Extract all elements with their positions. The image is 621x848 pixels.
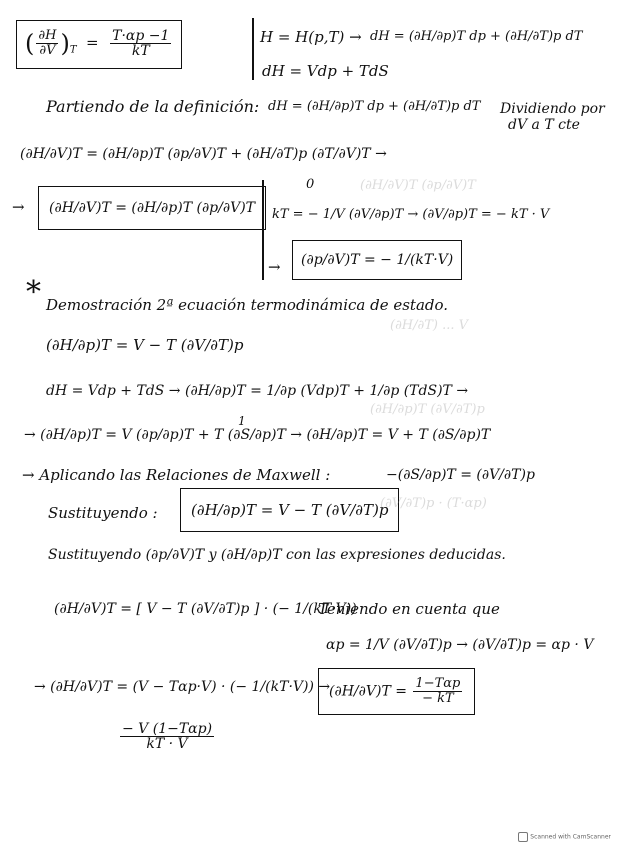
bleed-through: (∂H/∂T) ... V bbox=[390, 318, 469, 333]
boxed-final-lhs: (∂H/∂V)T = bbox=[329, 683, 407, 700]
boxed-final-num: 1−Tαp bbox=[415, 676, 461, 691]
boxed-chain-eq: (∂H/∂V)T = (∂H/∂p)T (∂p/∂V)T bbox=[38, 186, 266, 230]
teniendo-text: Teniendo en cuenta que bbox=[318, 600, 500, 618]
alpha-def: αp = 1/V (∂V/∂T)p → (∂V/∂T)p = αp · V bbox=[326, 637, 594, 653]
divider-mid bbox=[262, 180, 264, 280]
sustituyendo-1: Sustituyendo : bbox=[48, 504, 158, 522]
h-definition: H = H(p,T) → bbox=[260, 28, 362, 46]
dividiendo-text: Dividiendo por bbox=[500, 101, 605, 117]
boxed-second-eq: (∂H/∂p)T = V − T (∂V/∂T)p bbox=[180, 488, 399, 532]
dh-expansion: dH = Vdp + TdS → (∂H/∂p)T = 1/∂p (Vdp)T + 1/∂p (TdS)T → bbox=[46, 383, 469, 399]
dv-cte-text: dV a T cte bbox=[508, 117, 580, 133]
kt-definition: kT = − 1/V (∂V/∂p)T → (∂V/∂p)T = − kT · V bbox=[272, 207, 550, 222]
camscanner-logo: Scanned with CamScanner bbox=[518, 832, 611, 842]
zero-mark: 0 bbox=[306, 177, 315, 192]
sustituyendo-2: Sustituyendo (∂p/∂V)T y (∂H/∂p)T con las expresiones deducidas. bbox=[48, 547, 506, 563]
final-eq-1: (∂H/∂V)T = [ V − T (∂V/∂T)p ] · (− 1/(kT·V)) bbox=[54, 601, 357, 617]
one-mark: 1 bbox=[238, 414, 246, 428]
dh-total: dH = (∂H/∂p)T dp + (∂H/∂T)p dT bbox=[370, 29, 583, 44]
star-mark: * bbox=[26, 275, 41, 310]
arrow-boxed-chain: → bbox=[12, 198, 25, 216]
second-eq: (∂H/∂p)T = V − T (∂V/∂T)p bbox=[46, 336, 244, 354]
bleed-through: (∂H/∂V)T (∂p/∂V)T bbox=[360, 178, 476, 193]
boxed-final-den: − kT bbox=[422, 691, 454, 706]
cancel-num: − V (1−Tαp) bbox=[122, 721, 213, 737]
partiendo-text: Partiendo de la definición: bbox=[46, 97, 260, 116]
arrow-dpdv: → bbox=[268, 258, 281, 276]
partiendo-eq: dH = (∂H/∂p)T dp + (∂H/∂T)p dT bbox=[268, 99, 481, 114]
maxwell-text: → Aplicando las Relaciones de Maxwell : bbox=[22, 466, 331, 484]
divider-top bbox=[252, 18, 254, 80]
camscanner-icon bbox=[518, 832, 528, 842]
maxwell-eq: −(∂S/∂p)T = (∂V/∂T)p bbox=[386, 467, 535, 483]
chain-rule-eq: (∂H/∂V)T = (∂H/∂p)T (∂p/∂V)T + (∂H/∂T)p (∂T/∂V)T → bbox=[20, 146, 387, 162]
bleed-through: (∂H/∂p)T (∂V/∂T)p bbox=[370, 402, 485, 417]
cancel-fraction bbox=[118, 722, 216, 751]
eq-dhdv-boxed: ( $\frac{\partial H}{\partial V}$ )$_T$ = $\frac{T\cdot\alpha p -1}{kT}$ bbox=[16, 20, 182, 69]
boxed-dpdv: (∂p/∂V)T = − 1/(kT·V) bbox=[292, 240, 462, 280]
demo-title: Demostración 2ª ecuación termodinámica de estado. bbox=[46, 296, 449, 314]
final-eq-2: → (∂H/∂V)T = (V − Tαp·V) · (− 1/(kT·V)) → bbox=[34, 679, 331, 695]
dh-vdp-tds: dH = Vdp + TdS bbox=[262, 62, 389, 80]
v-line: → (∂H/∂p)T = V (∂p/∂p)T + T (∂S/∂p)T → (∂H/∂p)T = V + T (∂S/∂p)T bbox=[24, 427, 491, 443]
bleed-through: (∂V/∂T)p · (T·αp) bbox=[380, 496, 487, 511]
cancel-den: kT · V bbox=[146, 736, 188, 752]
boxed-final-eq bbox=[318, 668, 475, 715]
